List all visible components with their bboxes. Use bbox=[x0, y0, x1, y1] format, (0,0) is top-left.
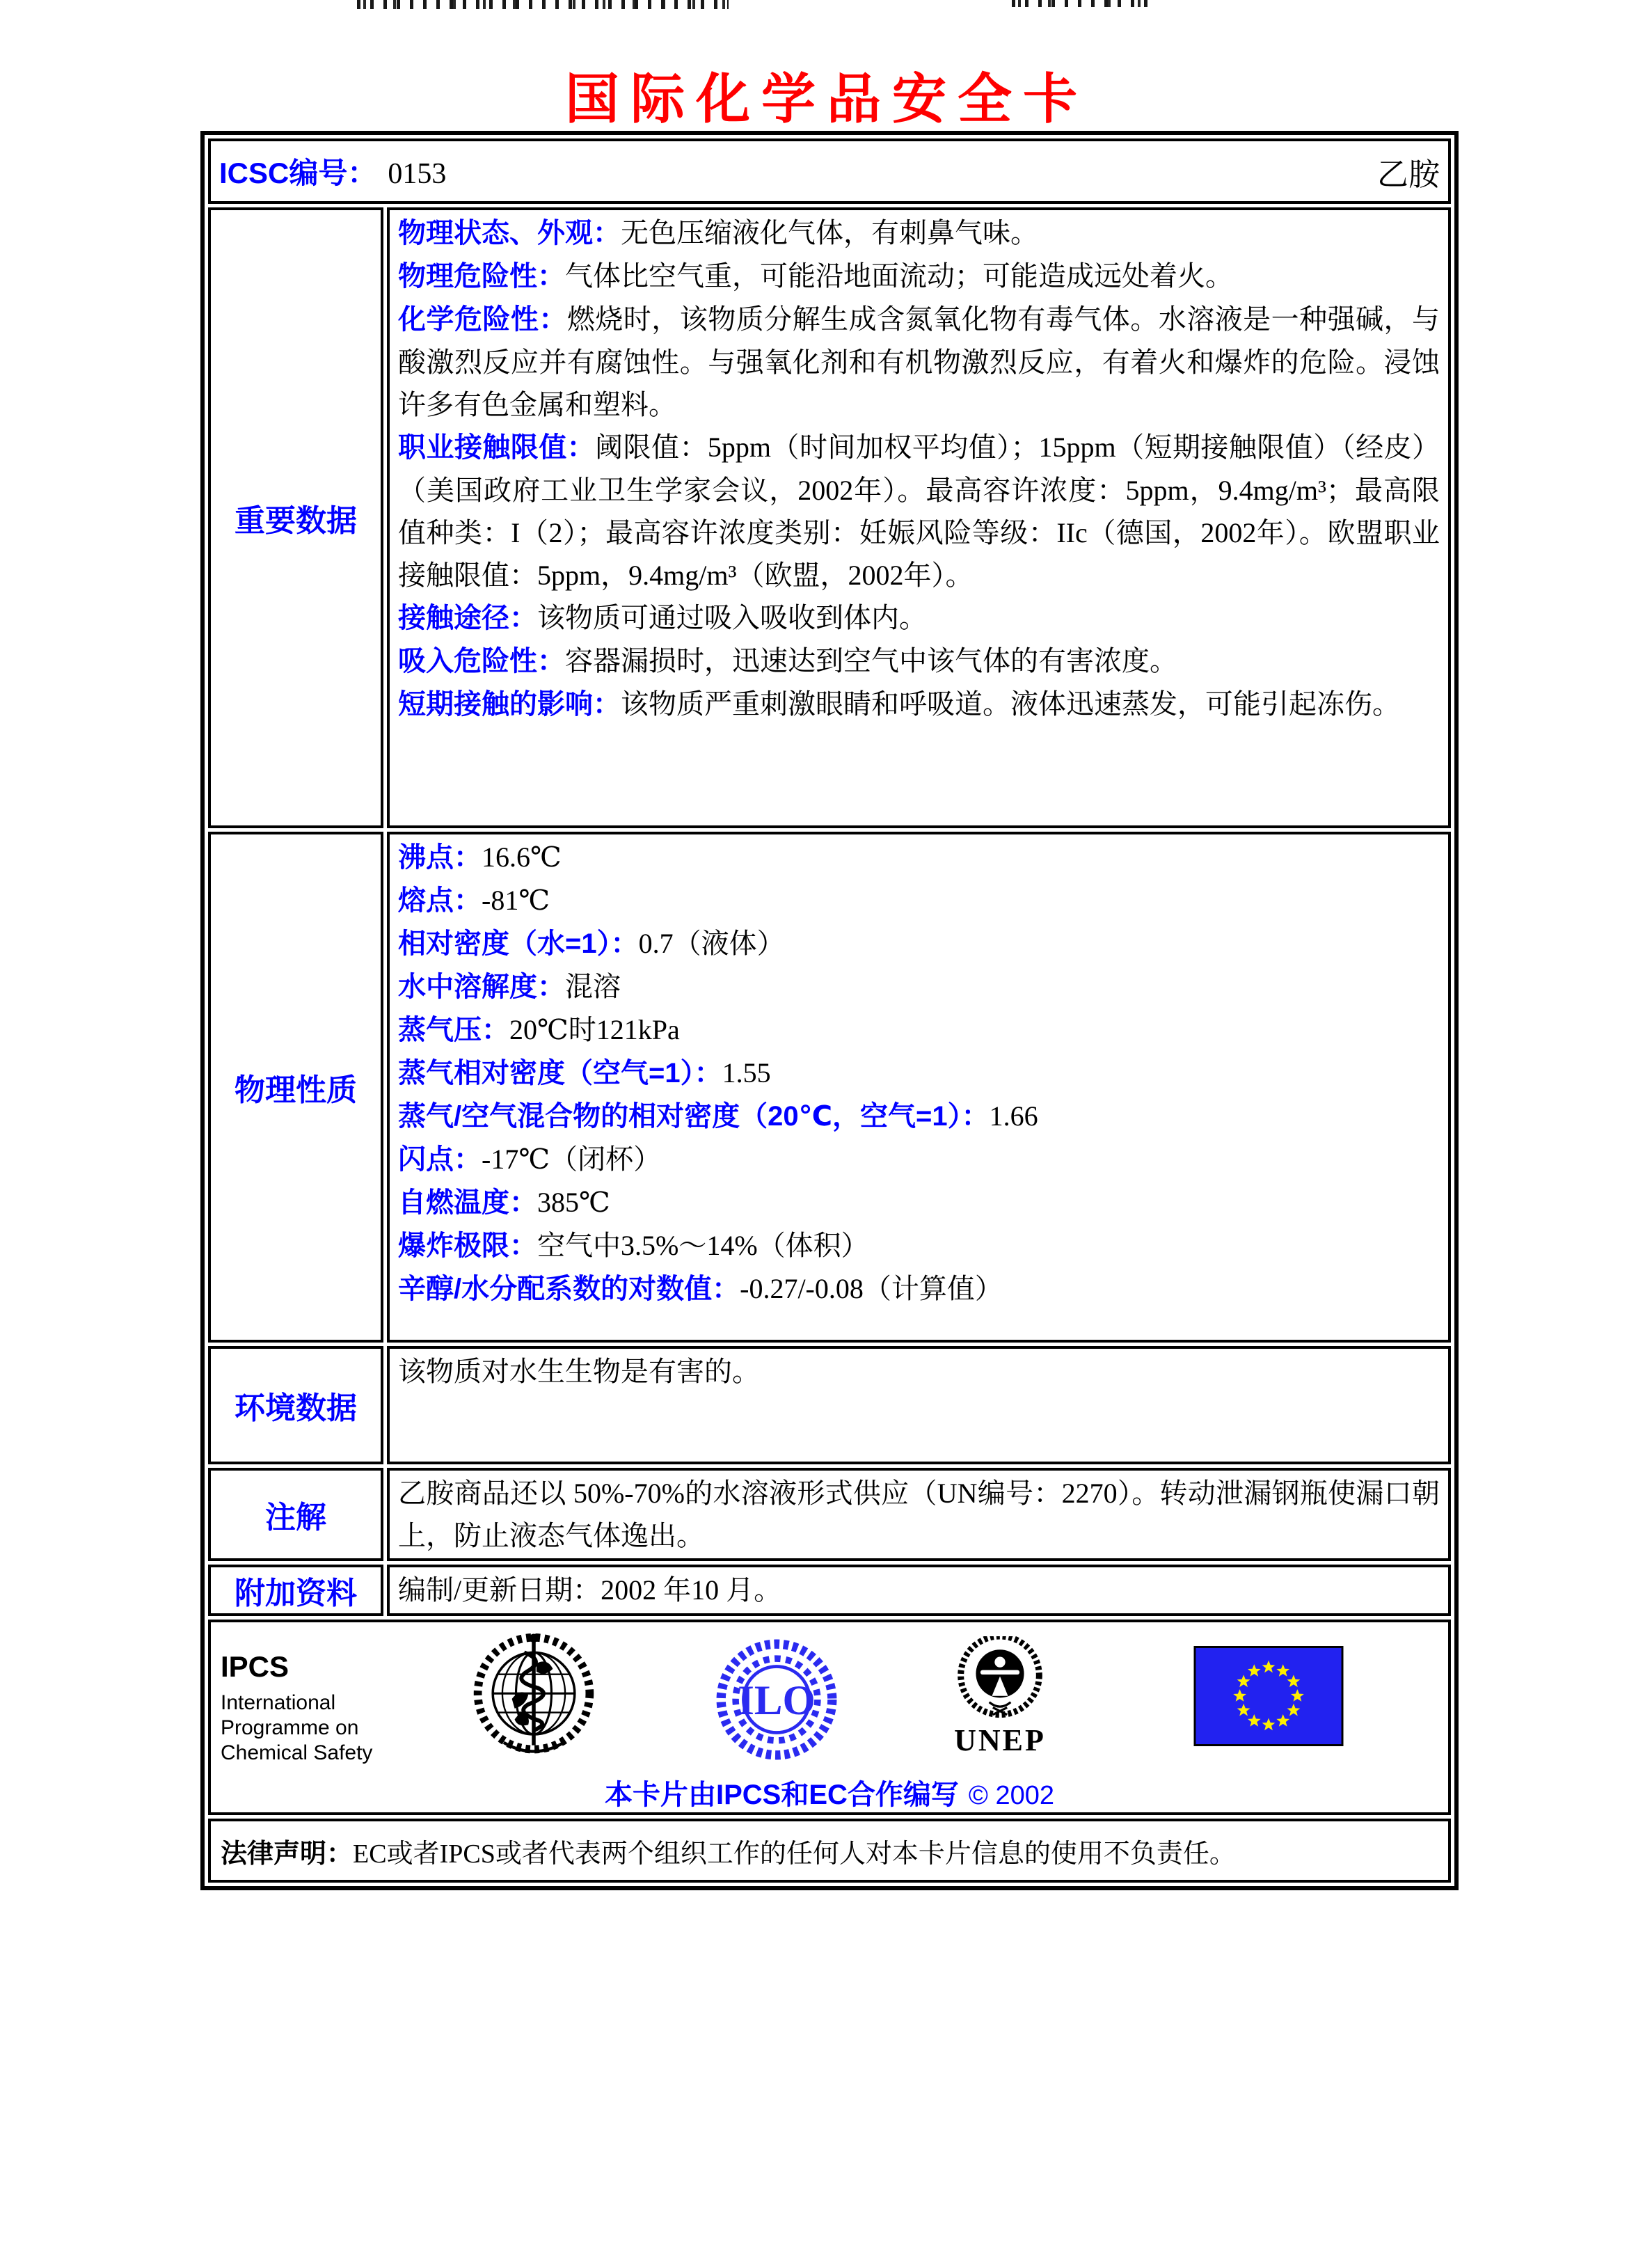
important-data-row bbox=[208, 207, 1451, 828]
icsc-number-group bbox=[219, 150, 446, 192]
icsc-number-label: ICSC编号： bbox=[219, 157, 377, 189]
section-label-physical-properties: 物理性质 bbox=[208, 832, 383, 1343]
credit-line bbox=[211, 1773, 1448, 1812]
additional-info-content bbox=[387, 1565, 1451, 1616]
unep-logo-icon bbox=[955, 1636, 1045, 1725]
property-explosive-limits: 爆炸极限：空气中3.5%～14%（体积） bbox=[398, 1230, 869, 1261]
paragraph-physical-hazard: 物理危险性：气体比空气重，可能沿地面流动；可能造成远处着火。 bbox=[398, 260, 1233, 292]
physical-properties-row bbox=[208, 832, 1451, 1343]
section-label-additional-info: 附加资料 bbox=[208, 1565, 383, 1616]
icsc-card bbox=[200, 131, 1459, 1890]
footer-cell bbox=[208, 1620, 1451, 1815]
svg-text:ILO: ILO bbox=[738, 1677, 816, 1724]
legal-cell bbox=[208, 1819, 1451, 1883]
credit-copyright: © 2002 bbox=[968, 1781, 1055, 1810]
chemical-name: 乙胺 bbox=[1376, 157, 1440, 192]
section-label-notes: 注解 bbox=[208, 1468, 383, 1561]
property-octanol-water: 辛醇/水分配系数的对数值：-0.27/-0.08（计算值） bbox=[398, 1273, 1003, 1304]
ipcs-line: International bbox=[221, 1691, 336, 1714]
logo-row bbox=[211, 1622, 1448, 1767]
paragraph-chemical-hazard: 化学危险性：燃烧时，该物质分解生成含氮氧化物有毒气体。水溶液是一种强碱，与酸激烈反应并有腐蚀性。与强氧化剂和有机物激烈反应，有着火和爆炸的危险。浸蚀许多有色金属和塑料。 bbox=[398, 303, 1440, 420]
property-vapor-pressure: 蒸气压：20℃时121kPa bbox=[398, 1014, 680, 1045]
paragraph-inhalation-risk: 吸入危险性：容器漏损时，迅速达到空气中该气体的有害浓度。 bbox=[398, 645, 1177, 676]
header-cell bbox=[208, 138, 1451, 204]
paragraph-additional-info: 编制/更新日期：2002 年10 月。 bbox=[398, 1574, 782, 1606]
section-label-important-data: 重要数据 bbox=[208, 207, 383, 828]
environmental-data-row bbox=[208, 1346, 1451, 1464]
paragraph-exposure-limits: 职业接触限值：阈限值：5ppm（时间加权平均值）；15ppm（短期接触限值）（经皮）（美国政府工业卫生学家会议，2002年）。最高容许浓度：5ppm，9.4mg/m³；最高限值种类：I（2）；最高容许浓度类别：妊娠风险等级：IIc（德国，2002年）。欧盟职业接触限值：5ppm，9.4mg/m³（欧盟，2002年）。 bbox=[398, 432, 1440, 591]
property-water-solubility: 水中溶解度：混溶 bbox=[398, 971, 621, 1002]
unep-caption: UNEP bbox=[954, 1723, 1046, 1757]
ipcs-title: IPCS bbox=[221, 1650, 289, 1683]
legal-row bbox=[208, 1819, 1451, 1883]
footer-row bbox=[208, 1620, 1451, 1815]
paragraph-short-term-effects: 短期接触的影响：该物质严重刺激眼睛和呼吸道。液体迅速蒸发，可能引起冻伤。 bbox=[398, 688, 1400, 720]
ipcs-text-block bbox=[221, 1650, 395, 1766]
paragraph-exposure-routes: 接触途径：该物质可通过吸入吸收到体内。 bbox=[398, 602, 927, 633]
property-relative-density: 相对密度（水=1）：0.7（液体） bbox=[398, 928, 785, 959]
credit-text: 本卡片由IPCS和EC合作编写 bbox=[604, 1780, 959, 1810]
property-autoignition-temp: 自燃温度：385℃ bbox=[398, 1187, 610, 1218]
notes-content bbox=[387, 1468, 1451, 1561]
clipped-text-fragment bbox=[357, 0, 729, 9]
property-vapor-air-density: 蒸气/空气混合物的相对密度（20℃，空气=1）：1.66 bbox=[398, 1100, 1038, 1132]
environmental-data-content bbox=[387, 1346, 1451, 1464]
notes-row bbox=[208, 1468, 1451, 1561]
important-data-content bbox=[387, 207, 1451, 828]
who-logo-icon bbox=[466, 1631, 602, 1767]
icsc-table bbox=[200, 131, 1459, 1890]
paragraph-environmental: 该物质对水生生物是有害的。 bbox=[398, 1356, 760, 1387]
paragraph-physical-state: 物理状态、外观：无色压缩液化气体，有刺鼻气味。 bbox=[398, 217, 1038, 248]
ilo-logo-icon bbox=[710, 1633, 843, 1766]
legal-label: 法律声明： bbox=[221, 1839, 354, 1869]
header-row bbox=[208, 138, 1451, 204]
ipcs-line: Programme on bbox=[221, 1716, 359, 1739]
legal-text: EC或者IPCS或者代表两个组织工作的任何人对本卡片信息的使用不负责任。 bbox=[353, 1839, 1236, 1869]
paragraph-notes: 乙胺商品还以 50%-70%的水溶液形式供应（UN编号：2270）。转动泄漏钢瓶使漏口朝上，防止液态气体逸出。 bbox=[398, 1478, 1440, 1551]
physical-properties-content bbox=[387, 832, 1451, 1343]
property-boiling-point: 沸点：16.6℃ bbox=[398, 841, 562, 873]
section-label-environmental-data: 环境数据 bbox=[208, 1346, 383, 1464]
property-flash-point: 闪点：-17℃（闭杯） bbox=[398, 1143, 662, 1175]
ipcs-line: Chemical Safety bbox=[221, 1741, 373, 1764]
icsc-number-value: 0153 bbox=[388, 158, 447, 190]
unep-logo-block bbox=[946, 1636, 1054, 1758]
eu-flag-icon bbox=[1193, 1646, 1344, 1746]
additional-info-row bbox=[208, 1565, 1451, 1616]
page-title: 国际化学品安全卡 bbox=[564, 68, 1088, 129]
property-vapor-density: 蒸气相对密度（空气=1）：1.55 bbox=[398, 1057, 771, 1089]
property-melting-point: 熔点：-81℃ bbox=[398, 885, 550, 916]
clipped-text-fragment bbox=[1012, 0, 1150, 7]
